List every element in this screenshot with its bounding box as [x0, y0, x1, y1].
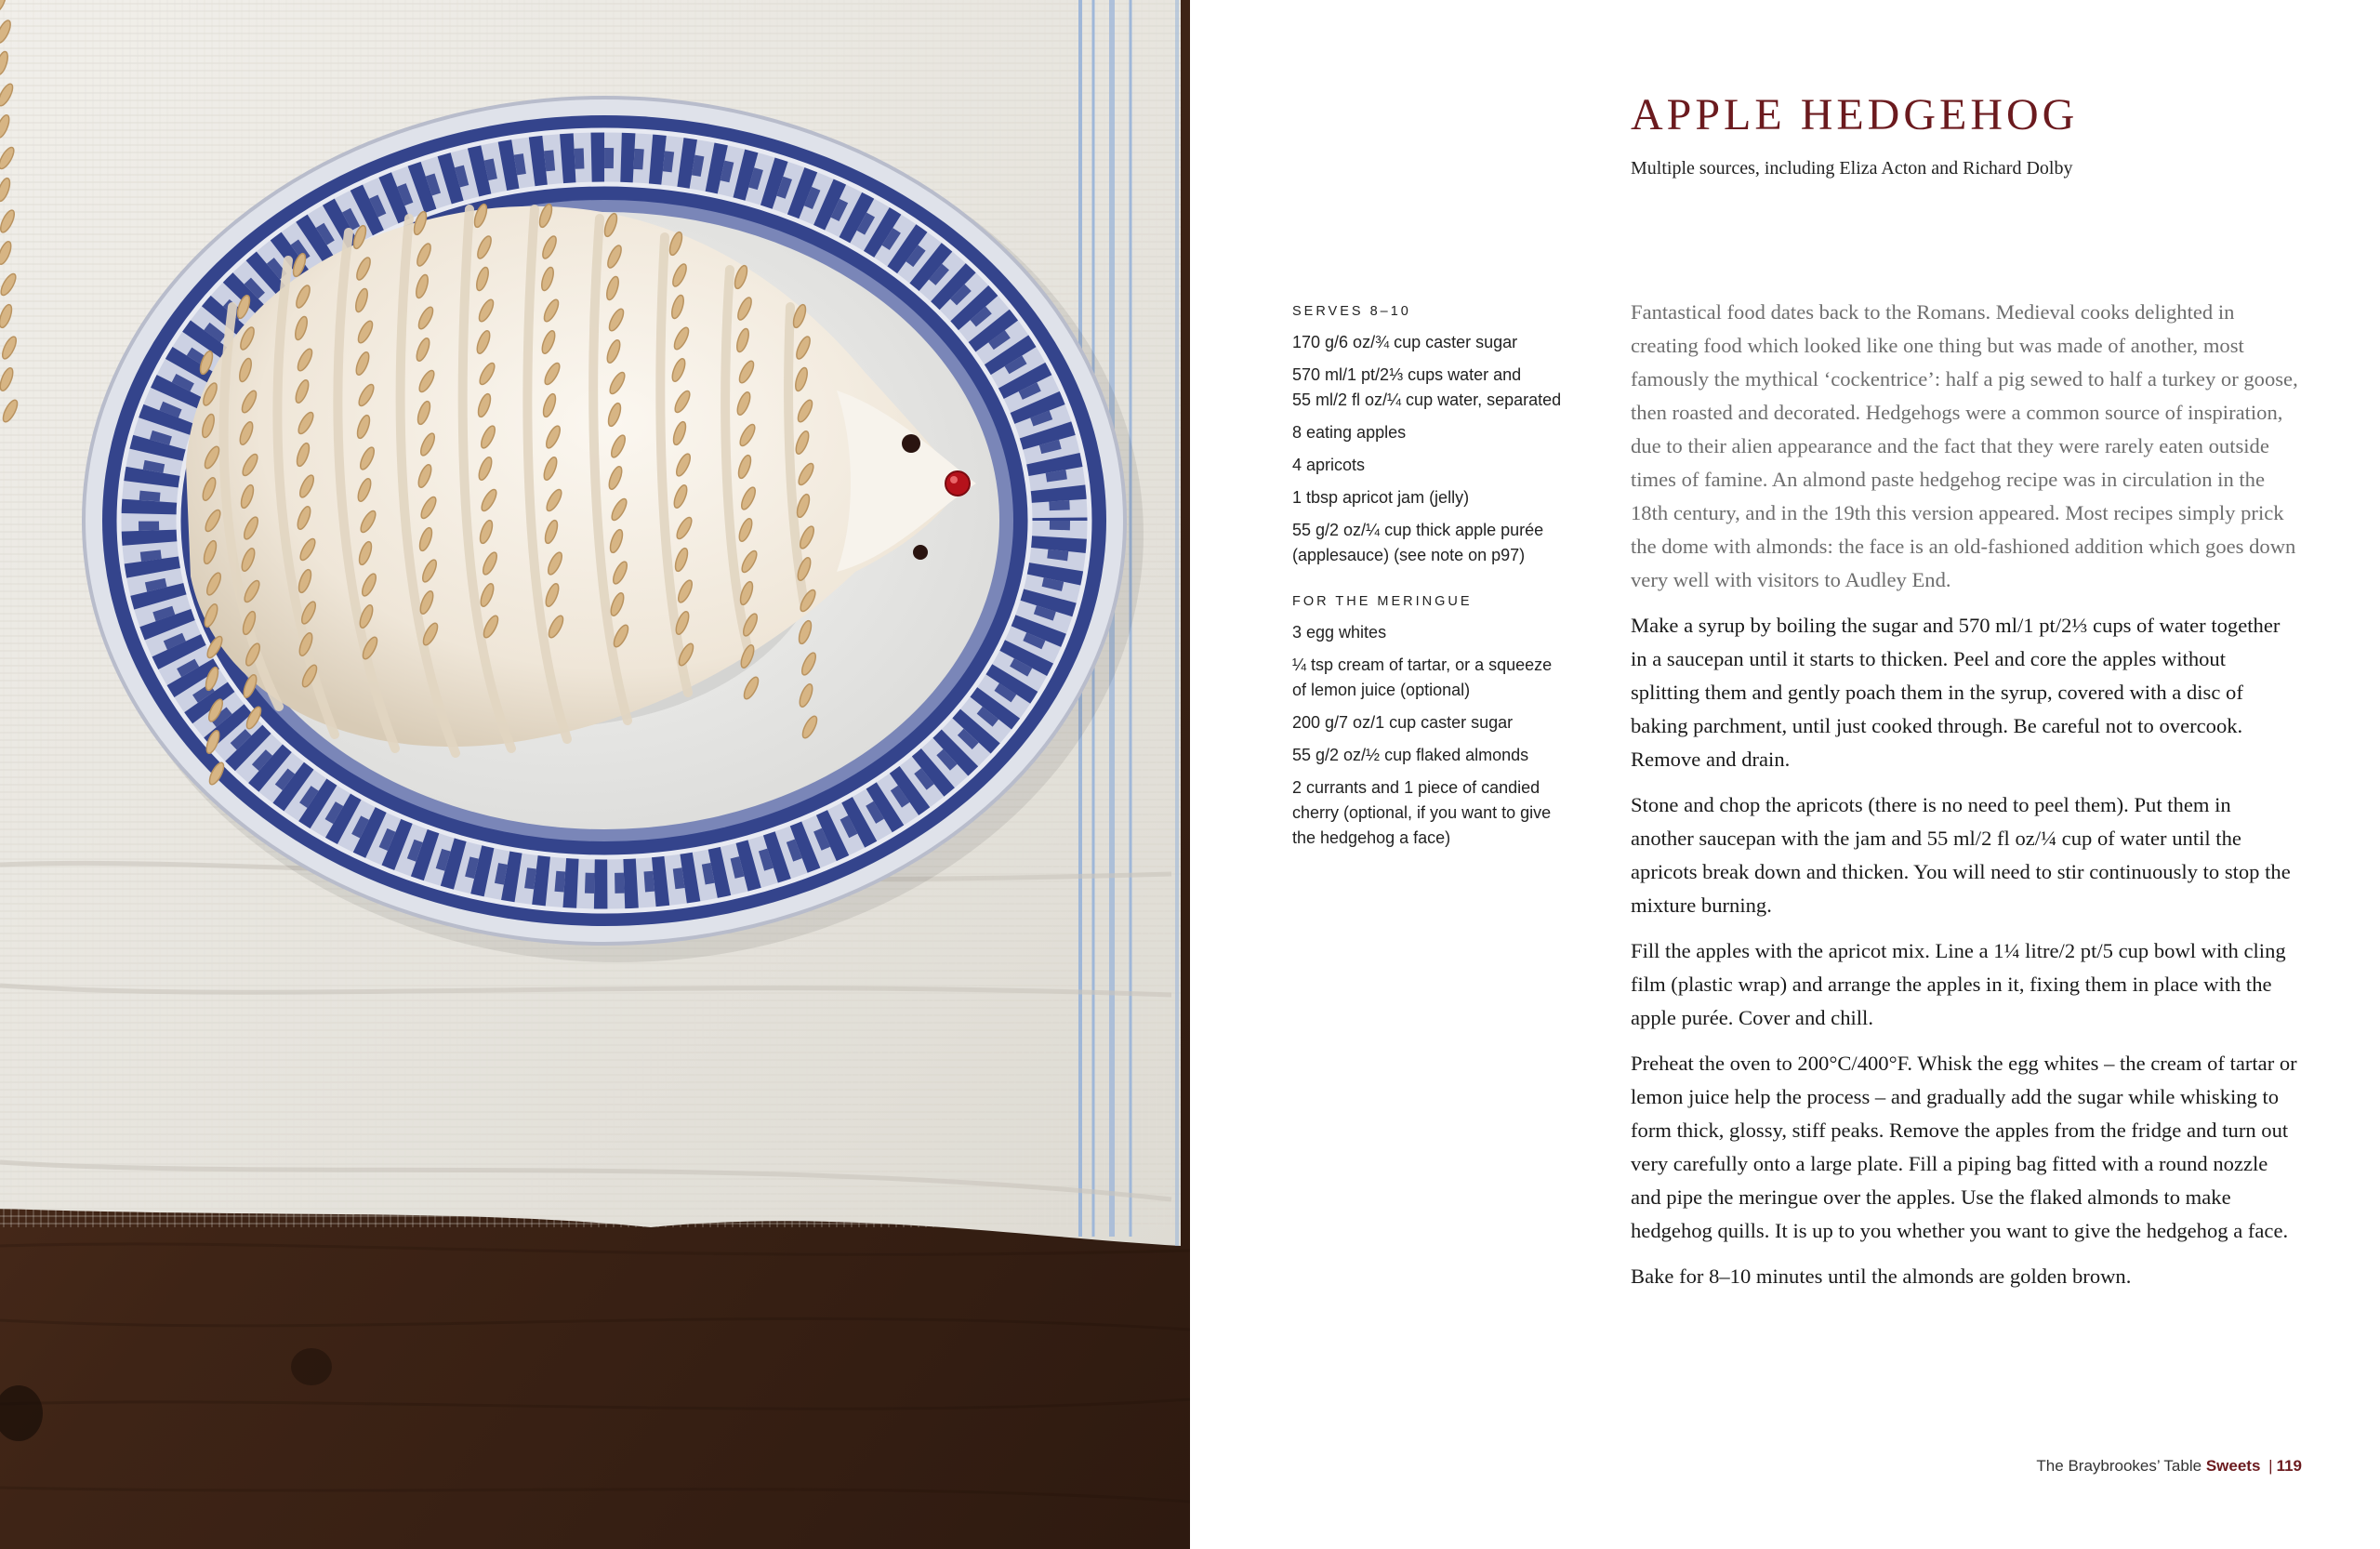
ingredient-item: 2 currants and 1 piece of candied cherry (optional, if you want to give the hedgehog a face): [1292, 778, 1552, 847]
ingredient-item: ¼ tsp cream of tartar, or a squeeze of lemon juice (optional): [1292, 655, 1553, 699]
intro-paragraph: Fantastical food dates back to the Romans. Medieval cooks delighted in creating food which looked like one thing but was made of another, most famously the mythical ‘cockentrice’: half a pig sewed to half a turkey or goose, then roasted and decorated. Hedgehogs were a common source of inspiration, due to their alien appearance and the fact that they were rarely eaten outside times of famine. An almond paste hedgehog recipe was in circulation in the 18th century, and in the 19th this version appeared. Most recipes simply prick the dome with almonds: the face is an old-fashioned addition which goes down very well with visitors to Audley End.: [1631, 300, 2298, 591]
ingredient-list: [1292, 330, 1608, 568]
ingredient-item: 170 g/6 oz/¾ cup caster sugar: [1292, 333, 1518, 351]
ingredient-item: 8 eating apples: [1292, 423, 1407, 442]
method-paragraph: Make a syrup by boiling the sugar and 570 ml/1 pt/2⅓ cups of water together in a saucepan until it starts to thicken. Peel and core the apples without splitting them and gently poach them in the syrup, covered with a disc of baking parchment, until just cooked through. Be careful not to overcook. Remove and drain.: [1631, 614, 2281, 771]
ingredient-item: 55 g/2 oz/¼ cup thick apple purée (applesauce) (see note on p97): [1292, 521, 1544, 564]
ingredient-item: 4 apricots: [1292, 456, 1366, 474]
method-paragraph: Fill the apples with the apricot mix. Line a 1¼ litre/2 pt/5 cup bowl with cling film (plastic wrap) and arrange the apples in it, fixing them in place with the apple purée. Cover and chill.: [1631, 939, 2286, 1029]
method-paragraph: Preheat the oven to 200°C/400°F. Whisk the egg whites – the cream of tartar or lemon juice help the process – and gradually add the sugar while whisking to form thick, glossy, stiff peaks. Remove the apples from the fridge and turn out very carefully onto a large plate. Fill a piping bag fitted with a round nozzle and pipe the meringue over the apples. Use the flaked almonds to make hedgehog quills. It is up to you whether you want to give the hedgehog a face.: [1631, 1052, 2297, 1242]
meringue-label: FOR THE MERINGUE: [1292, 594, 1473, 609]
footer-book-title: The Braybrookes’ Table: [2036, 1457, 2202, 1475]
meringue-ingredient-list: [1292, 620, 1608, 851]
method-paragraph: Bake for 8–10 minutes until the almonds are golden brown.: [1631, 1264, 2132, 1288]
page-number: 119: [2276, 1457, 2302, 1475]
recipe-page: [1190, 0, 2380, 1549]
footer-separator: |: [2268, 1457, 2273, 1475]
page-footer: [2036, 1457, 2302, 1476]
ingredients-panel: [1292, 302, 1608, 858]
recipe-body: [1631, 296, 2298, 1305]
footer-section: Sweets: [2205, 1457, 2261, 1475]
serves-label: SERVES 8–10: [1292, 304, 1411, 319]
recipe-title: APPLE HEDGEHOG: [1631, 90, 2079, 139]
ingredient-item: 1 tbsp apricot jam (jelly): [1292, 488, 1470, 507]
ingredient-item: 55 g/2 oz/½ cup flaked almonds: [1292, 746, 1529, 764]
ingredient-item: 3 egg whites: [1292, 623, 1387, 642]
ingredient-item: 200 g/7 oz/1 cup caster sugar: [1292, 713, 1514, 732]
method-paragraph: Stone and chop the apricots (there is no need to peel them). Put them in another saucepan with the jam and 55 ml/2 fl oz/¼ cup of water until the apricots break down and thicken. You will need to stir continuously to stop the mixture burning.: [1631, 793, 2291, 917]
ingredient-item: 570 ml/1 pt/2⅓ cups water and 55 ml/2 fl oz/¼ cup water, separated: [1292, 365, 1562, 409]
recipe-source: Multiple sources, including Eliza Acton and Richard Dolby: [1631, 158, 2073, 179]
